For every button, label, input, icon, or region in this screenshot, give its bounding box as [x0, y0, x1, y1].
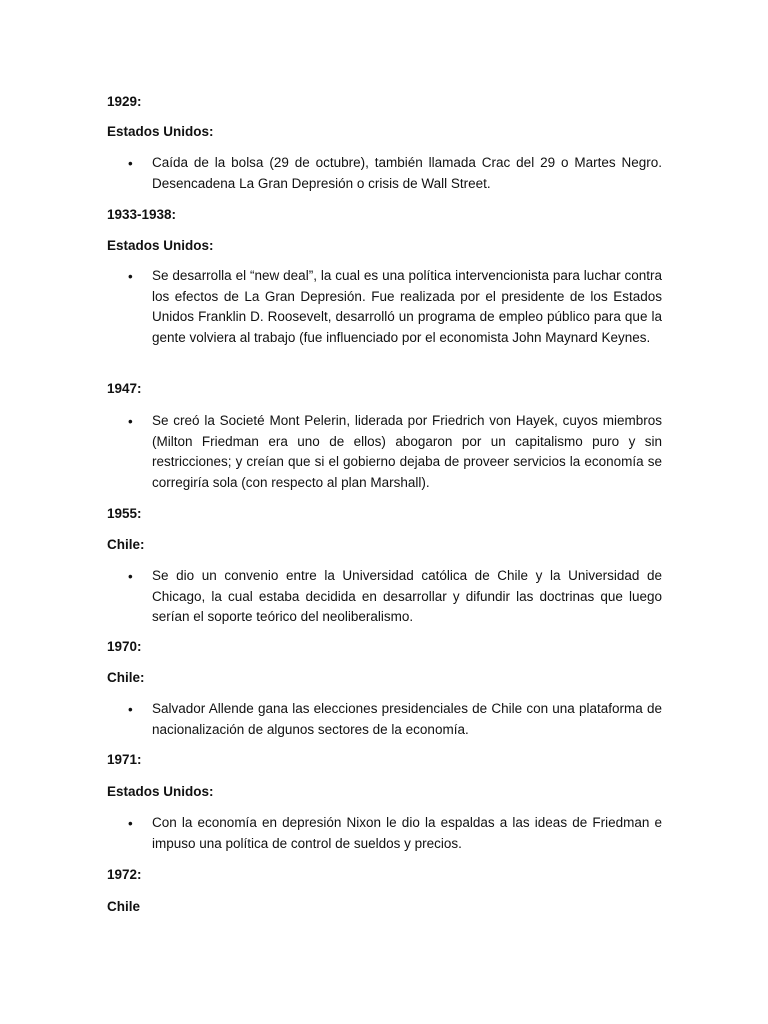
region-heading: Chile:: [107, 670, 145, 685]
region-heading: Estados Unidos:: [107, 124, 214, 139]
bullet-icon: •: [128, 569, 133, 584]
bullet-icon: •: [128, 414, 133, 429]
region-heading: Chile: [107, 899, 141, 914]
year-heading: 1971:: [107, 752, 142, 767]
region-heading: Estados Unidos:: [107, 238, 214, 253]
year-heading: 1933-1938:: [107, 207, 177, 222]
region-heading: Chile:: [107, 537, 145, 552]
region-heading: Estados Unidos:: [107, 784, 214, 799]
bullet-text: Con la economía en depresión Nixon le dio la espaldas a las ideas de Friedman e impuso una política de control de sueldos y precios.: [152, 815, 662, 851]
year-heading: 1970:: [107, 639, 142, 654]
bullet-text: Se dio un convenio entre la Universidad católica de Chile y la Universidad de Chicago, la cual estaba decidida en desarrollar y difundir las doctrinas que luego serían el soporte teórico del neoliberalismo.: [152, 568, 662, 625]
bullet-text: Se creó la Societé Mont Pelerin, liderada por Friedrich von Hayek, cuyos miembros (Milton Friedman era uno de ellos) abogaron por un capitalismo puro y sin restricciones; y creían que si el gobierno dejaba de proveer servicios la economía se corregiría sola (con respecto al plan Marshall).: [152, 413, 662, 490]
bullet-text: Salvador Allende gana las elecciones presidenciales de Chile con una plataforma de nacionalización de algunos sectores de la economía.: [152, 701, 662, 737]
year-heading: 1929:: [107, 94, 142, 109]
bullet-icon: •: [128, 156, 133, 171]
bullet-icon: •: [128, 702, 133, 717]
year-heading: 1955:: [107, 506, 142, 521]
bullet-text: Caída de la bolsa (29 de octubre), también llamada Crac del 29 o Martes Negro. Desencadena La Gran Depresión o crisis de Wall Street.: [152, 155, 662, 191]
bullet-text: Se desarrolla el “new deal”, la cual es una política intervencionista para luchar contra los efectos de La Gran Depresión. Fue realizada por el presidente de los Estados Unidos Franklin D. Roosevelt, desarrolló un programa de empleo público para que la gente volviera al trabajo (fue influenciado por el economista John Maynard Keynes.: [152, 268, 662, 345]
bullet-icon: •: [128, 269, 133, 284]
year-heading: 1947:: [107, 381, 142, 396]
year-heading: 1972:: [107, 867, 142, 882]
bullet-icon: •: [128, 816, 133, 831]
